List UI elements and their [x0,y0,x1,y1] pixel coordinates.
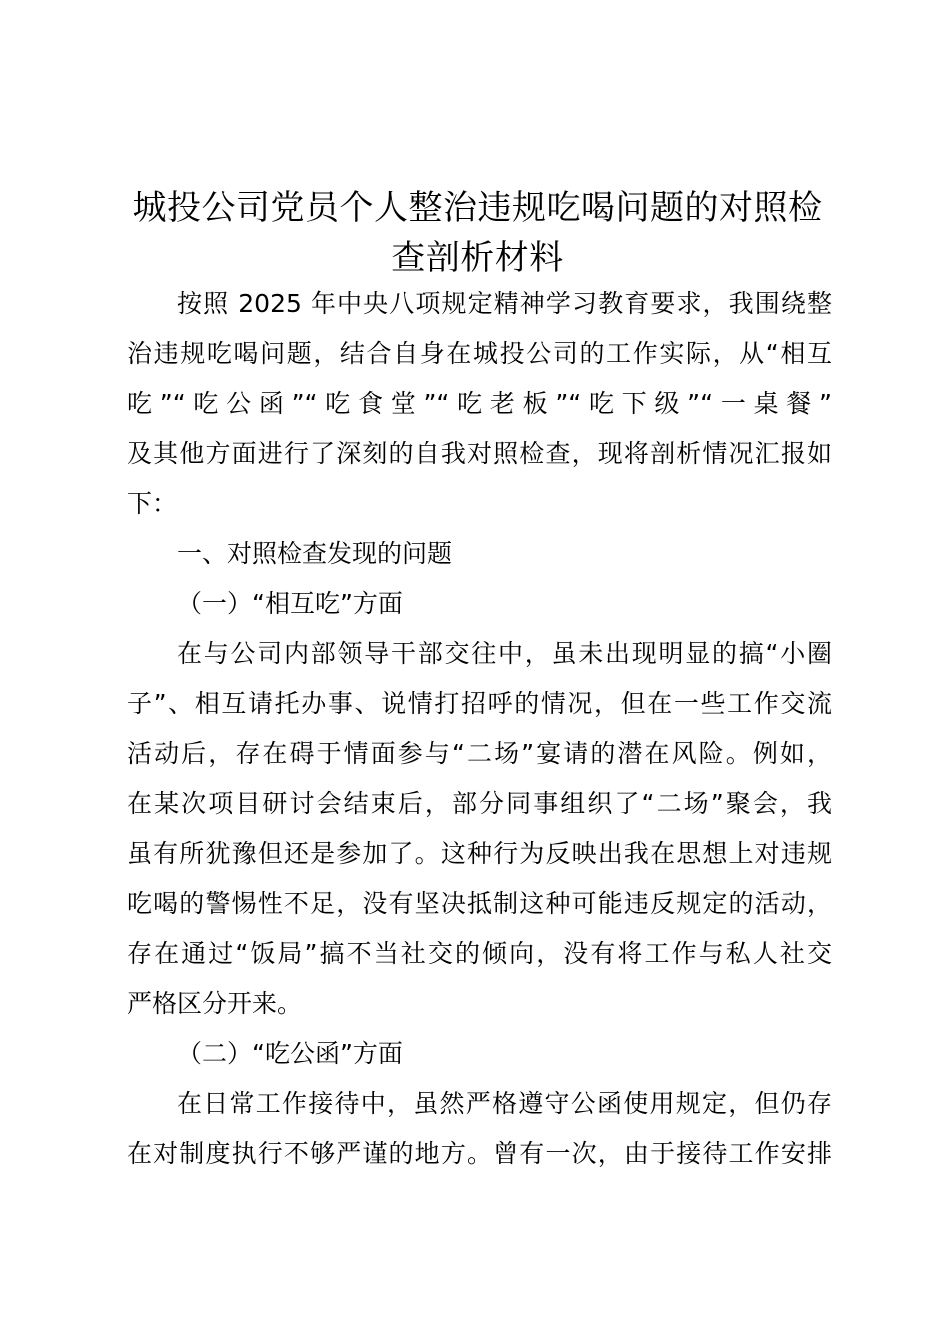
document-title-line-2: 查剖析材料 [391,238,564,278]
intro-line: 及其他方面进行了深刻的自我对照检查，现将剖析情况汇报如 [127,439,832,468]
body-line: 在日常工作接待中，虽然严格遵守公函使用规定，但仍存 [177,1089,832,1118]
body-line: 在某次项目研讨会结束后，部分同事组织了“二场”聚会，我 [127,789,832,818]
subsection-heading: （二）“吃公函”方面 [177,1039,403,1068]
intro-line: 按照 2025 年中央八项规定精神学习教育要求，我围绕整 [177,289,832,318]
body-line: 存在通过“饭局”搞不当社交的倾向，没有将工作与私人社交 [127,939,832,968]
body-line: 在与公司内部领导干部交往中，虽未出现明显的搞“小圈 [177,639,832,668]
intro-line: 治违规吃喝问题，结合自身在城投公司的工作实际，从“相互 [127,339,832,368]
body-line: 吃喝的警惕性不足，没有坚决抵制这种可能违反规定的活动， [127,889,832,918]
body-line: 严格区分开来。 [127,989,303,1018]
intro-line: 吃”“吃公函”“吃食堂”“吃老板”“吃下级”“一桌餐” [127,389,832,418]
body-line: 活动后，存在碍于情面参与“二场”宴请的潜在风险。例如， [127,739,832,768]
body-line: 虽有所犹豫但还是参加了。这种行为反映出我在思想上对违规 [127,839,832,868]
document-title-line-1: 城投公司党员个人整治违规吃喝问题的对照检 [132,188,823,228]
body-line: 在对制度执行不够严谨的地方。曾有一次，由于接待工作安排 [127,1139,832,1168]
intro-line: 下： [127,489,178,518]
body-line: 子”、相互请托办事、说情打招呼的情况，但在一些工作交流 [127,689,832,718]
section-heading: 一、对照检查发现的问题 [177,539,453,568]
subsection-heading: （一）“相互吃”方面 [177,589,403,618]
